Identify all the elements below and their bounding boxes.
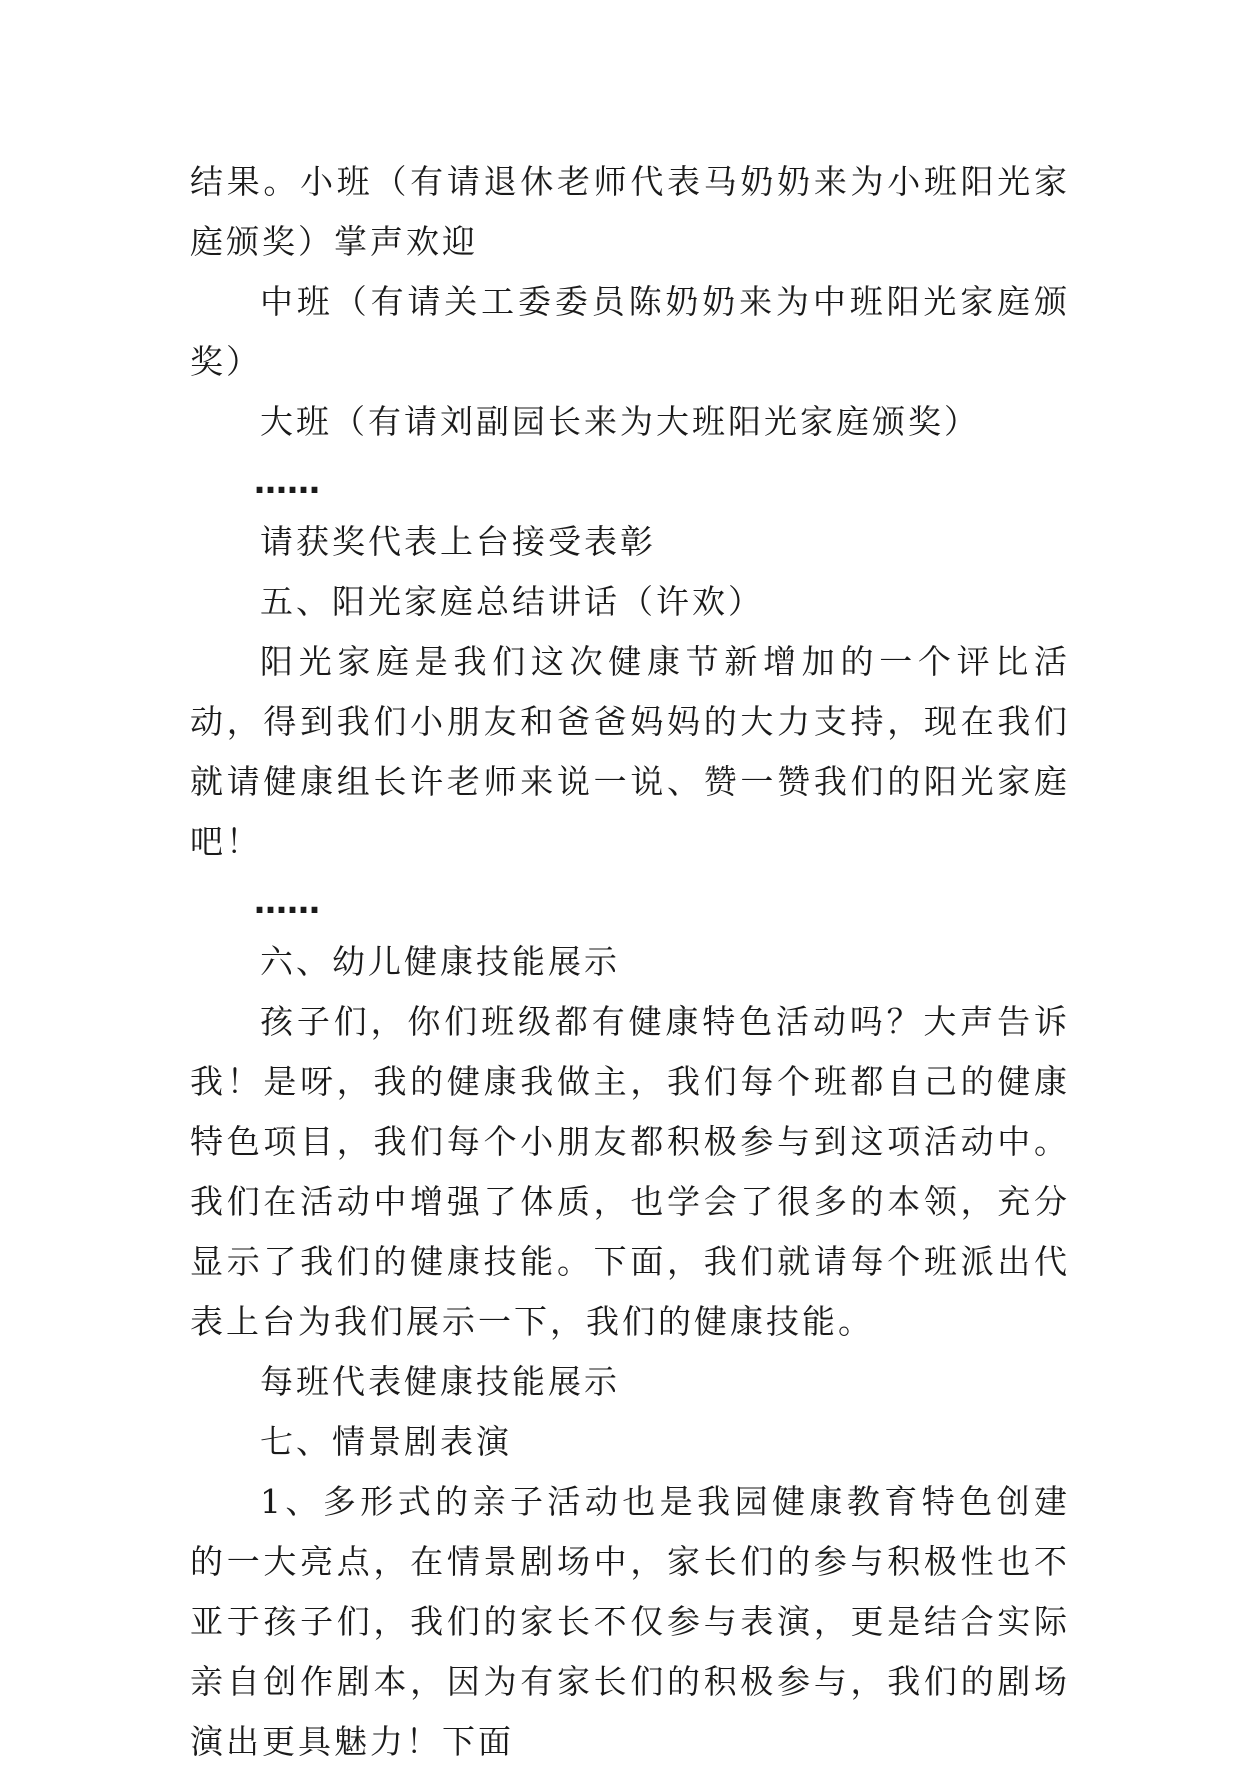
paragraph-award-middle-class: 中班（有请关工委委员陈奶奶来为中班阳光家庭颁奖）	[190, 282, 1070, 381]
section-heading-six: 六、幼儿健康技能展示	[260, 942, 620, 981]
paragraph-award-representatives: 请获奖代表上台接受表彰	[260, 522, 656, 561]
section-heading-five: 五、阳光家庭总结讲话（许欢）	[260, 582, 764, 621]
document-body	[190, 152, 1070, 1772]
paragraph-sunshine-family-speech: 阳光家庭是我们这次健康节新增加的一个评比活动，得到我们小朋友和爸爸妈妈的大力支持，现在我们就请健康组长许老师来说一说、赞一赞我们的阳光家庭吧！	[190, 642, 1070, 861]
paragraph-scenario-drama: 1、多形式的亲子活动也是我园健康教育特色创建的一大亮点，在情景剧场中，家长们的参与积极性也不亚于孩子们，我们的家长不仅参与表演，更是结合实际亲自创作剧本，因为有家长们的积极参与，我们的剧场演出更具魅力！下面	[190, 1482, 1070, 1761]
section-heading-seven: 七、情景剧表演	[260, 1422, 512, 1461]
paragraph-class-representatives-show: 每班代表健康技能展示	[260, 1362, 620, 1401]
ellipsis-line: ……	[254, 882, 320, 921]
paragraph-award-big-class: 大班（有请刘副园长来为大班阳光家庭颁奖）	[260, 402, 980, 441]
paragraph-award-small-class: 结果。小班（有请退休老师代表马奶奶来为小班阳光家庭颁奖）掌声欢迎	[190, 162, 1070, 261]
ellipsis-line: ……	[254, 462, 320, 501]
paragraph-health-skills: 孩子们，你们班级都有健康特色活动吗？大声告诉我！是呀，我的健康我做主，我们每个班都自己的健康特色项目，我们每个小朋友都积极参与到这项活动中。我们在活动中增强了体质，也学会了很多的本领，充分显示了我们的健康技能。下面，我们就请每个班派出代表上台为我们展示一下，我们的健康技能。	[190, 1002, 1070, 1341]
